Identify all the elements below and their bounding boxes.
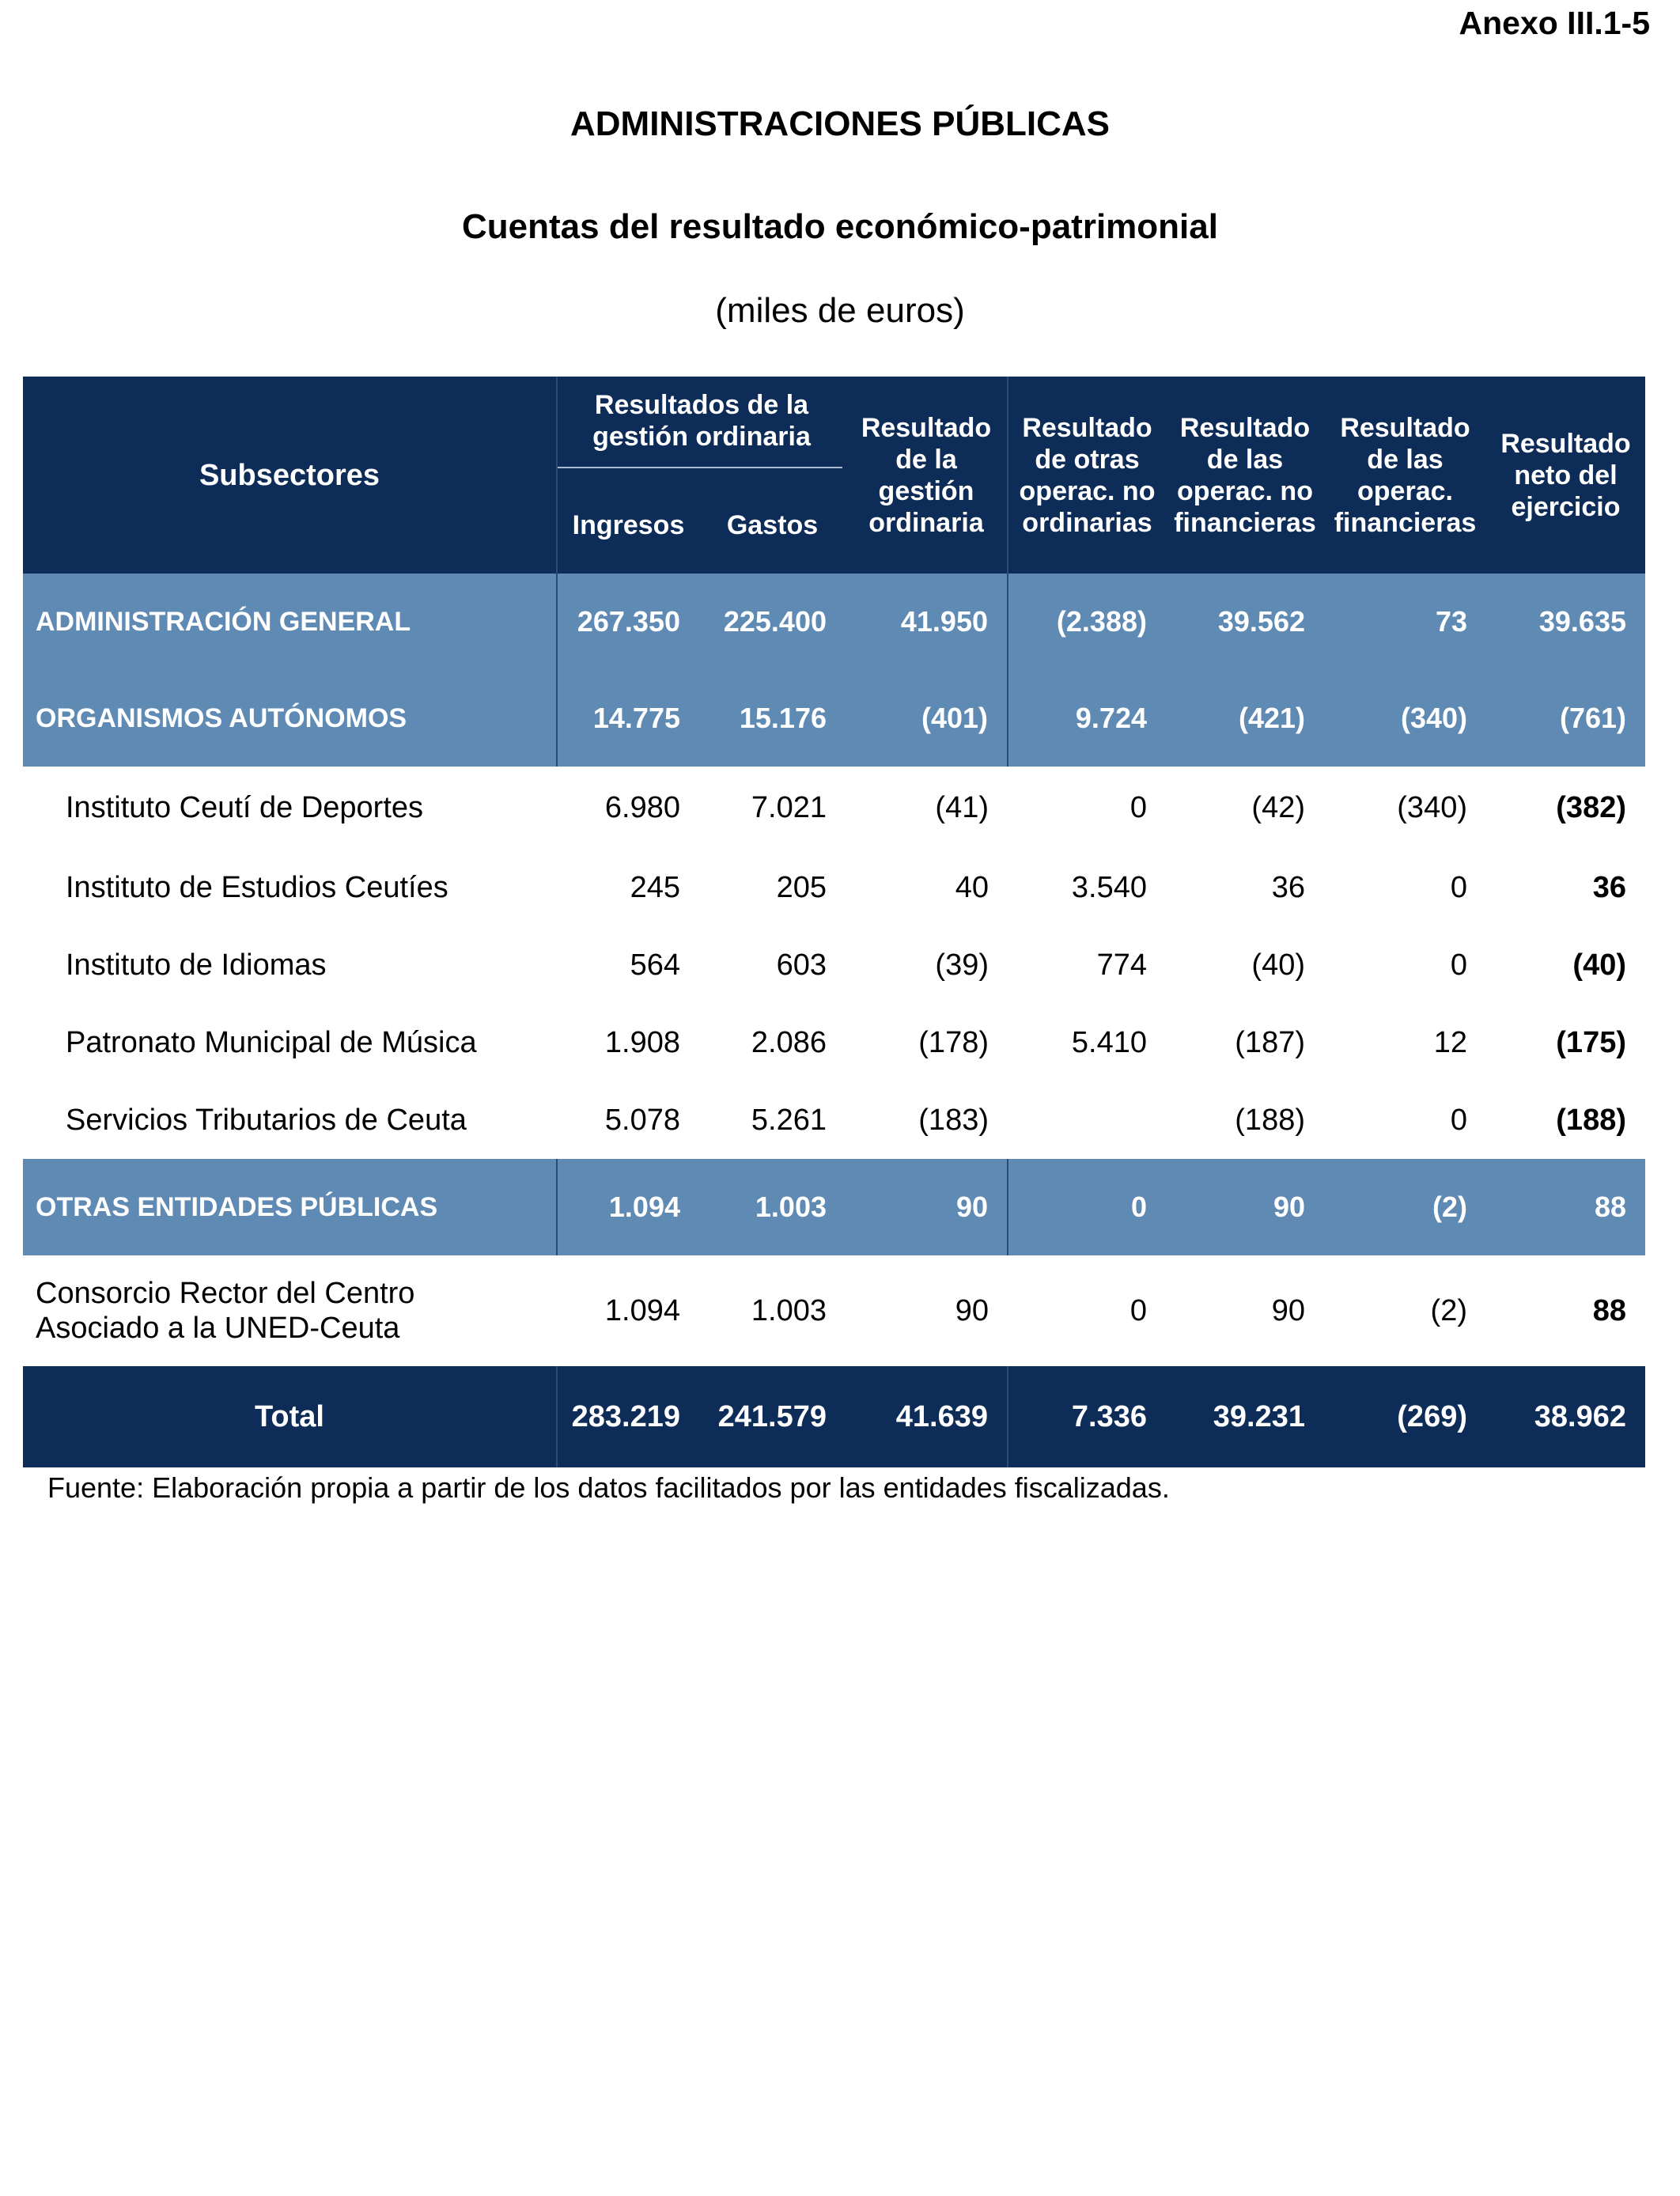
cell-fin: 0: [1450, 1103, 1467, 1137]
row-consorcio: [23, 1255, 1645, 1366]
cell-neto: 36: [1592, 870, 1626, 904]
cell-gastos: 603: [776, 948, 827, 982]
cell-gestion: 41.639: [846, 1366, 1008, 1467]
cell-ingresos: 1.908: [604, 1025, 680, 1059]
cell-otras: 9.724: [1008, 670, 1166, 767]
header-col5-label: Resultado de las operac. no financieras: [1174, 412, 1316, 538]
row-name: OTRAS ENTIDADES PÚBLICAS: [23, 1159, 557, 1255]
page-title: ADMINISTRACIONES PÚBLICAS: [569, 104, 1111, 143]
row-name: ADMINISTRACIÓN GENERAL: [23, 574, 557, 670]
cell-nofin: 36: [1271, 870, 1305, 904]
cell-otras: 0: [1008, 1159, 1166, 1255]
header-subsectores: Subsectores: [23, 377, 557, 574]
cell-ingresos: 564: [630, 948, 680, 982]
header-col6: [1324, 377, 1486, 574]
units-label: (miles de euros): [715, 291, 965, 330]
cell-fin: (2): [1324, 1159, 1486, 1255]
cell-gastos: 7.021: [751, 790, 827, 824]
cell-nofin: (40): [1251, 948, 1305, 982]
header-group-label: Resultados de la gestión ordinaria: [592, 390, 811, 452]
header-col4: [1008, 377, 1166, 574]
cell-neto: (175): [1556, 1025, 1626, 1059]
cell-ingresos: 5.078: [604, 1103, 680, 1137]
row-idiomas: [23, 926, 1645, 1004]
header-col7: [1486, 377, 1645, 574]
cell-otras: 774: [1096, 948, 1147, 982]
cell-gestion: 41.950: [846, 574, 1008, 670]
cell-otras: (2.388): [1008, 574, 1166, 670]
header-col6-label: Resultado de las operac. financieras: [1334, 412, 1477, 538]
cell-gestion: 90: [846, 1159, 1008, 1255]
cell-neto: 38.962: [1486, 1366, 1645, 1467]
cell-gastos: 225.400: [699, 574, 846, 670]
header-group-rule: [558, 467, 842, 468]
cell-nofin: (188): [1235, 1103, 1305, 1137]
cell-gastos: 205: [776, 870, 827, 904]
row-deportes: [23, 767, 1645, 849]
cell-ingresos: 267.350: [557, 574, 699, 670]
cell-ingresos: 14.775: [557, 670, 699, 767]
cell-gastos: 5.261: [751, 1103, 827, 1137]
row-admin-general: [23, 574, 1645, 670]
row-otras: [23, 1159, 1645, 1255]
header-gastos: Gastos: [699, 476, 846, 574]
cell-nofin: (42): [1251, 790, 1305, 824]
cell-neto: 88: [1486, 1159, 1645, 1255]
row-organismos: [23, 670, 1645, 767]
row-name: Instituto de Idiomas: [66, 948, 327, 982]
cell-ingresos: 283.219: [557, 1366, 699, 1467]
cell-nofin: 39.231: [1166, 1366, 1324, 1467]
cell-ingresos: 245: [630, 870, 680, 904]
cell-fin: 73: [1324, 574, 1486, 670]
header-row-1: [23, 377, 1645, 476]
cell-nofin: 90: [1271, 1293, 1305, 1327]
cell-otras: 7.336: [1008, 1366, 1166, 1467]
cell-fin: (269): [1324, 1366, 1486, 1467]
row-name: ORGANISMOS AUTÓNOMOS: [23, 670, 557, 767]
cell-neto: (761): [1486, 670, 1645, 767]
row-tributarios: [23, 1081, 1645, 1159]
cell-neto: (40): [1572, 948, 1626, 982]
cell-gestion: (178): [918, 1025, 989, 1059]
row-name: [23, 1255, 557, 1366]
cell-otras: 3.540: [1071, 870, 1147, 904]
cell-fin: 12: [1433, 1025, 1467, 1059]
cell-nofin: 39.562: [1166, 574, 1324, 670]
header-col7-label: Resultado neto del ejercicio: [1500, 428, 1631, 522]
cell-gestion: (39): [935, 948, 989, 982]
row-name-line-1: Consorcio Rector del Centro: [36, 1277, 415, 1310]
row-total: [23, 1366, 1645, 1467]
row-musica: [23, 1004, 1645, 1081]
row-name-line-2: Asociado a la UNED-Ceuta: [36, 1312, 400, 1345]
cell-ingresos: 1.094: [557, 1159, 699, 1255]
cell-fin: (340): [1324, 670, 1486, 767]
cell-gestion: (401): [846, 670, 1008, 767]
cell-fin: (340): [1397, 790, 1467, 824]
cell-gestion: 40: [955, 870, 989, 904]
header-group: [557, 377, 846, 476]
cell-gastos: 241.579: [699, 1366, 846, 1467]
header-col3: [846, 377, 1008, 574]
cell-ingresos: 6.980: [604, 790, 680, 824]
cell-otras: [1008, 1081, 1166, 1159]
cell-fin: (2): [1430, 1293, 1467, 1327]
cell-gastos: 1.003: [699, 1159, 846, 1255]
cell-gestion: 90: [955, 1293, 989, 1327]
cell-otras: 0: [1129, 790, 1147, 824]
cell-gestion: (41): [935, 790, 989, 824]
row-name: Patronato Municipal de Música: [66, 1025, 477, 1059]
row-name: Instituto de Estudios Ceutíes: [66, 870, 448, 904]
row-estudios: [23, 849, 1645, 926]
cell-gastos: 2.086: [751, 1025, 827, 1059]
header-col5: [1166, 377, 1324, 574]
cell-neto: (382): [1556, 790, 1626, 824]
cell-ingresos: 1.094: [604, 1293, 680, 1327]
source-note: Fuente: Elaboración propia a partir de los datos facilitados por las entidades fiscalizadas.: [47, 1471, 1170, 1504]
row-name: Servicios Tributarios de Ceuta: [66, 1103, 467, 1137]
cell-otras: 5.410: [1071, 1025, 1147, 1059]
cell-fin: 0: [1450, 948, 1467, 982]
cell-gastos: 1.003: [751, 1293, 827, 1327]
row-name: Total: [23, 1366, 557, 1467]
header-ingresos: Ingresos: [557, 476, 699, 574]
cell-gastos: 15.176: [699, 670, 846, 767]
page-subtitle: Cuentas del resultado económico-patrimonial: [462, 207, 1218, 246]
cell-nofin: 90: [1166, 1159, 1324, 1255]
cell-gestion: (183): [918, 1103, 989, 1137]
cell-nofin: (421): [1166, 670, 1324, 767]
header-col4-label: Resultado de otras operac. no ordinarias: [1019, 412, 1156, 538]
cell-nofin: (187): [1235, 1025, 1305, 1059]
cell-fin: 0: [1450, 870, 1467, 904]
results-table: [23, 377, 1645, 1467]
header-col3-label: Resultado de la gestión ordinaria: [861, 412, 992, 538]
row-name: Instituto Ceutí de Deportes: [66, 790, 424, 824]
cell-neto: 88: [1592, 1293, 1626, 1327]
cell-otras: 0: [1129, 1293, 1147, 1327]
cell-neto: 39.635: [1486, 574, 1645, 670]
annex-label: Anexo III.1-5: [1459, 5, 1650, 41]
cell-neto: (188): [1556, 1103, 1626, 1137]
